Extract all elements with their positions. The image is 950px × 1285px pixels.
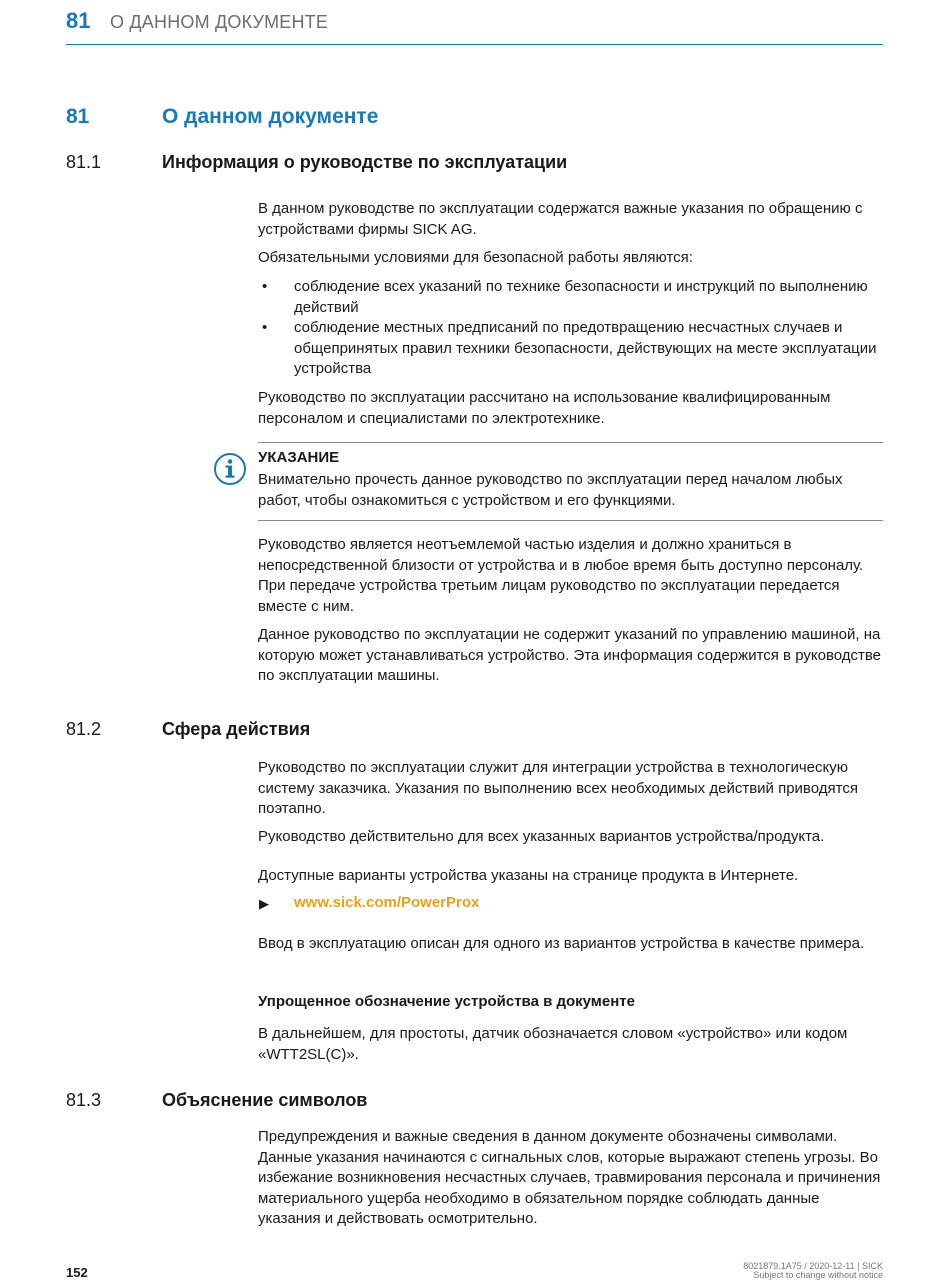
- note-top-rule: [258, 442, 883, 443]
- note-bottom-rule: [258, 520, 883, 521]
- paragraph: В данном руководстве по эксплуатации содержатся важные указания по обращению с устройствами фирмы SICK AG.: [258, 200, 863, 238]
- section-number: 81.3: [66, 1090, 102, 1110]
- paragraph: Руководство по эксплуатации служит для интеграции устройства в технологическую систему заказчика. Указания по выполнению всех необходимых действий приводятся поэтапно.: [258, 759, 858, 817]
- list-item: соблюдение всех указаний по технике безопасности и инструкций по выполнению действий: [294, 278, 868, 316]
- note-title: УКАЗАНИЕ: [258, 449, 340, 466]
- subheading: Упрощенное обозначение устройства в документе: [258, 993, 635, 1010]
- section-title: Сфера действия: [162, 719, 311, 739]
- bullet-marker: •: [262, 278, 268, 295]
- bullet-marker: •: [262, 319, 268, 336]
- paragraph: Руководство действительно для всех указанных вариантов устройства/продукта.: [258, 828, 825, 845]
- header-divider: [66, 44, 883, 45]
- info-icon: [213, 452, 247, 486]
- section-number: 81.1: [66, 152, 102, 172]
- running-header-chapter-number: 81: [66, 8, 91, 33]
- chapter-number: 81: [66, 105, 90, 128]
- running-header-chapter-title: О ДАННОМ ДОКУМЕНТЕ: [110, 12, 329, 32]
- change-notice: Subject to change without notice: [753, 1270, 883, 1280]
- section-title: Информация о руководстве по эксплуатации: [162, 152, 568, 172]
- paragraph: Руководство по эксплуатации рассчитано на использование квалифицированным персоналом и специалистами по электротехнике.: [258, 389, 831, 427]
- paragraph: В дальнейшем, для простоты, датчик обозначается словом «устройство» или кодом «WTT2SL(C)».: [258, 1025, 848, 1063]
- section-title: Объяснение символов: [162, 1090, 368, 1110]
- link-arrow-icon: ▶: [259, 896, 269, 911]
- product-link[interactable]: www.sick.com/PowerProx: [294, 894, 480, 911]
- list-item: соблюдение местных предписаний по предотвращению несчастных случаев и общепринятых правил техники безопасности, действующих на месте эксплуатации устройства: [294, 319, 877, 377]
- paragraph: Предупреждения и важные сведения в данном документе обозначены символами. Данные указания начинаются с сигнальных слов, которые выражают степень угрозы. Во избежание возникновения несчастных случаев, травмирования персонала и причинения материального ущерба необходимо в обязательном порядке соблюдать данные указания и действовать осмотрительно.: [258, 1128, 881, 1227]
- paragraph: Обязательными условиями для безопасной работы являются:: [258, 249, 693, 266]
- paragraph: Доступные варианты устройства указаны на странице продукта в Интернете.: [258, 867, 799, 884]
- paragraph: Ввод в эксплуатацию описан для одного из вариантов устройства в качестве примера.: [258, 935, 865, 952]
- chapter-title: О данном документе: [162, 105, 379, 128]
- note-text: Внимательно прочесть данное руководство по эксплуатации перед началом любых работ, чтобы ознакомиться с устройством и его функциями.: [258, 471, 843, 509]
- section-number: 81.2: [66, 719, 102, 739]
- document-reference: 8021879.1A75 / 2020-12-11 | SICK: [743, 1261, 883, 1271]
- page-number: 152: [66, 1265, 88, 1280]
- paragraph: Руководство является неотъемлемой частью изделия и должно храниться в непосредственной близости от устройства и в любое время быть доступно персоналу. При передаче устройства третьим лицам руководство по эксплуатации передается вместе с ним.: [258, 536, 864, 615]
- paragraph: Данное руководство по эксплуатации не содержит указаний по управлению машиной, на которую может устанавливаться устройство. Эта информация содержится в руководстве по эксплуатации машины.: [258, 626, 882, 684]
